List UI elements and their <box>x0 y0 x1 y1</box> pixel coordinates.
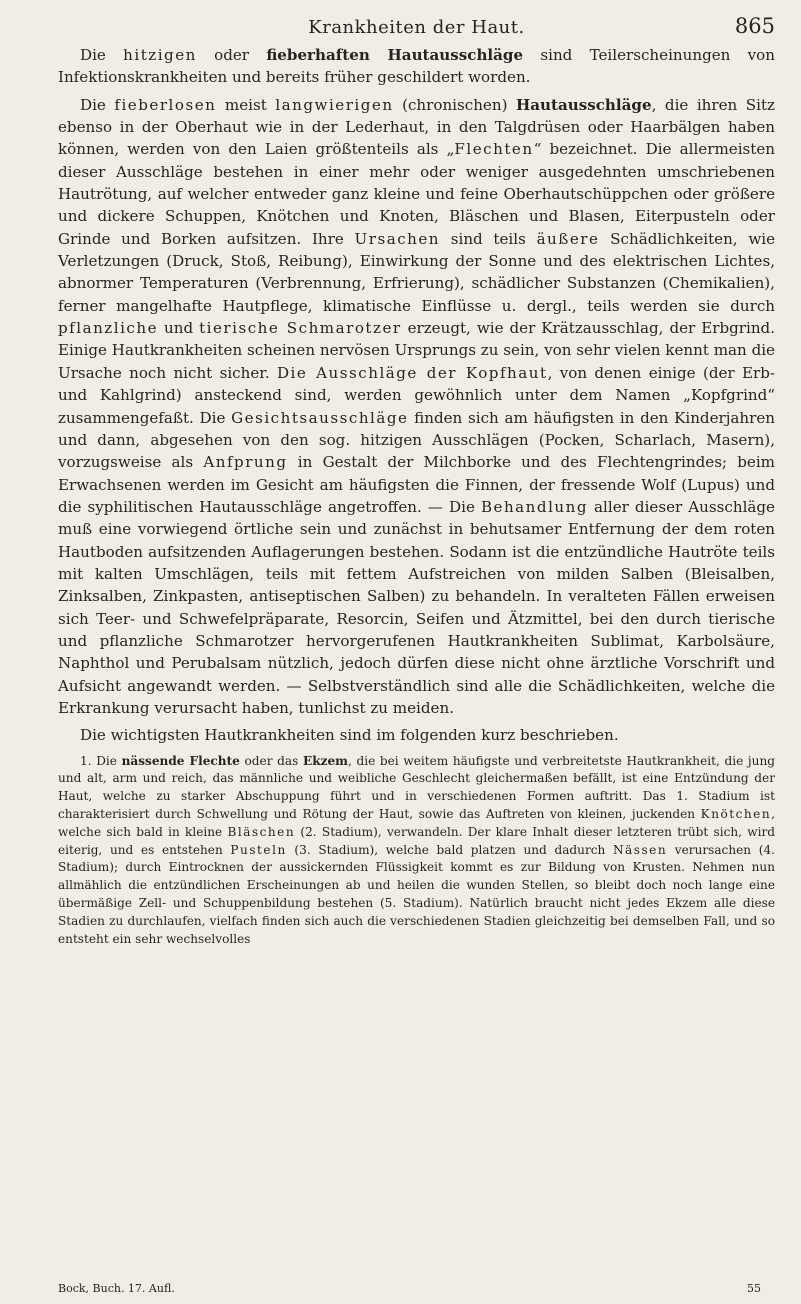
small-print-section <box>58 753 775 949</box>
text-run: in Gestalt der Milchborke und des Flechtengrindes; beim Erwachsenen werden im Gesicht am häufigsten die Finnen, der fressende Wolf (Lupus) und die syphilitischen Hautausschläge angetroffen. — Die <box>58 453 775 516</box>
spaced-text: hitzigen <box>123 46 197 64</box>
text-run: (2. Stadium), verwandeln. Der klare Inhalt dieser letzteren trübt sich, wird eiterig, und es entstehen <box>58 824 775 857</box>
text-run: meist <box>216 95 276 114</box>
spaced-text: äußere <box>536 229 600 248</box>
text-run: aller dieser Ausschläge muß eine vorwiegend örtliche sein und zunächst in behutsamer Entfernung der dem roten Hautboden aufsitzenden Auflagerungen bestehen. Sodann ist die entzündliche Hautröte teils mit kalten Umschlägen, teils mit fettem Aufstreichen von milden Salben (Bleisalben, Zinksalben, Zinkpasten, antiseptischen Salben) zu behandeln. In veralteten Fällen erweisen sich Teer- und Schwefelpräparate, Resorcin, Seifen und Ätzmittel, bei den durch tierische und pflanzliche Schmarotzer hervorgerufenen Hautkrankheiten Sublimat, Karbolsäure, Naphthol und Perubalsam nützlich, jedoch dürfen diese nicht ohne ärztliche Vorschrift und Aufsicht angewandt werden. — Selbstverständlich sind alle die Schädlichkeiten, welche die Erkrankung verursacht haben, tunlichst zu meiden. <box>58 497 775 717</box>
text-run: und <box>158 319 200 338</box>
text-run: , von denen einige (der Erb- und Kahlgrind) ansteckend sind, werden gewöhnlich unter dem Namen „Kopfgrind“ zusammengefaßt. Die <box>58 363 775 427</box>
spaced-text: Die Ausschläge der Kopfhaut <box>276 363 548 382</box>
paragraph-hitzige-ausschlaege <box>58 44 775 89</box>
spaced-text: Knötchen <box>700 807 772 822</box>
spaced-text: fieberlosen <box>114 95 217 114</box>
spaced-text: Nässen <box>612 842 668 857</box>
bold-term: fieberhaften Hautausschläge <box>266 46 524 64</box>
text-run: “ bezeichnet. Die allermeisten dieser Ausschläge bestehen in einer mehr oder weniger ausgedehnten umschriebenen Hautrötung, auf welcher entweder ganz kleine und feine Oberhautschüppchen oder größere und dickere Schuppen, Knötchen und Knoten, Bläschen und Blasen, Eiterpusteln oder Grinde und Borken aufsitzen. Ihre <box>58 140 775 248</box>
text-run: , welche sich bald in kleine <box>58 807 775 839</box>
text-run: oder <box>196 46 267 64</box>
text-run: 1. Die <box>80 753 122 768</box>
page-footer <box>58 1282 775 1298</box>
spaced-text: Flechten <box>454 140 534 159</box>
text-run: , die ihren Sitz ebenso in der Oberhaut wie in der Lederhaut, in den Talgdrüsen oder Haarbälgen haben können, werden von den Laien größtenteils als „ <box>58 95 775 159</box>
bold-term: Ekzem <box>302 753 348 768</box>
text-run: sind teils <box>440 229 537 248</box>
text-run: Die <box>80 95 115 114</box>
spaced-text: pflanzliche <box>58 319 159 338</box>
spaced-text: langwierigen <box>275 95 394 114</box>
spaced-text: Gesichtsausschläge <box>231 408 409 427</box>
text-run: (3. Stadium), welche bald platzen und dadurch <box>286 842 613 857</box>
paragraph-ekzem <box>58 753 775 949</box>
spaced-text: Behandlung <box>480 497 588 516</box>
paragraph-wichtigste-krankheiten <box>58 724 775 746</box>
printer-imprint: Bock, Buch. 17. Aufl. <box>58 1282 175 1295</box>
spaced-text: tierische Schmarotzer <box>199 319 402 338</box>
page-header <box>58 0 775 40</box>
text-run: sind Teilerscheinungen von Infektionskrankheiten und bereits früher geschildert worden. <box>58 46 775 87</box>
text-run: erzeugt, wie der Krätzausschlag, der Erbgrind. Einige Hautkrankheiten scheinen nervösen Ursprungs zu sein, von sehr vielen kennt man die Ursache noch nicht sicher. <box>58 319 776 382</box>
text-run: verursachen (4. Stadium); durch Eintrocknen der aussickernden Flüssigkeit kommt es zur Bildung von Krusten. Nehmen nun allmählich die entzündlichen Erscheinungen ab und heilen die wunden Stellen, so bleibt doch noch lange eine übermäßige Zell- und Schuppenbildung bestehen (5. Stadium). Natürlich braucht nicht jedes Ekzem alle diese Stadien zu durchlaufen, vielfach finden sich auch die verschiedenen Stadien gleichzeitig bei demselben Fall, und so entsteht ein sehr wechselvolles <box>58 842 775 946</box>
spaced-text: Ursachen <box>354 229 441 248</box>
running-head: Krankheiten der Haut. <box>308 17 525 38</box>
text-run: Die wichtigsten Hautkrankheiten sind im folgenden kurz beschrieben. <box>80 726 619 745</box>
spaced-text: Bläschen <box>227 824 296 839</box>
page-body <box>58 44 775 948</box>
page-number: 865 <box>734 14 775 38</box>
bold-term: Hautausschläge <box>516 95 652 114</box>
text-run: Die <box>80 46 124 64</box>
spaced-text: Pusteln <box>230 842 287 857</box>
bold-term: nässende Flechte <box>121 753 240 768</box>
main-text <box>58 44 775 747</box>
text-run: , die bei weitem häufigste und verbreitetste Hautkrankheit, die jung und alt, arm und reich, das männliche und weibliche Geschlecht gleichermaßen befällt, ist eine Entzündung der Haut, welche zu starker Abschuppung führt und in verschiedenen Formen auftritt. Das 1. Stadium ist charakterisiert durch Schwellung und Rötung der Haut, sowie das Auftreten von kleinen, juckenden <box>58 753 775 822</box>
sheet-signature: 55 <box>747 1282 761 1295</box>
paragraph-fieberlose-ausschlaege <box>58 94 775 720</box>
text-run: oder das <box>239 753 303 768</box>
text-run: (chronischen) <box>393 95 516 114</box>
spaced-text: Anfprung <box>203 453 288 472</box>
text-run: finden sich am häufigsten in den Kinderjahren und dann, abgesehen von den sog. hitzigen Ausschlägen (Pocken, Scharlach, Masern), vorzugsweise als <box>58 408 775 472</box>
text-run: Schädlichkeiten, wie Verletzungen (Druck, Stoß, Reibung), Einwirkung der Sonne und des elektrischen Lichtes, abnormer Temperaturen (Verbrennung, Erfrierung), schädlicher Substanzen (Chemikalien), ferner mangelhafte Hautpflege, klimatische Einflüsse u. dergl., teils werden sie durch <box>58 229 776 315</box>
